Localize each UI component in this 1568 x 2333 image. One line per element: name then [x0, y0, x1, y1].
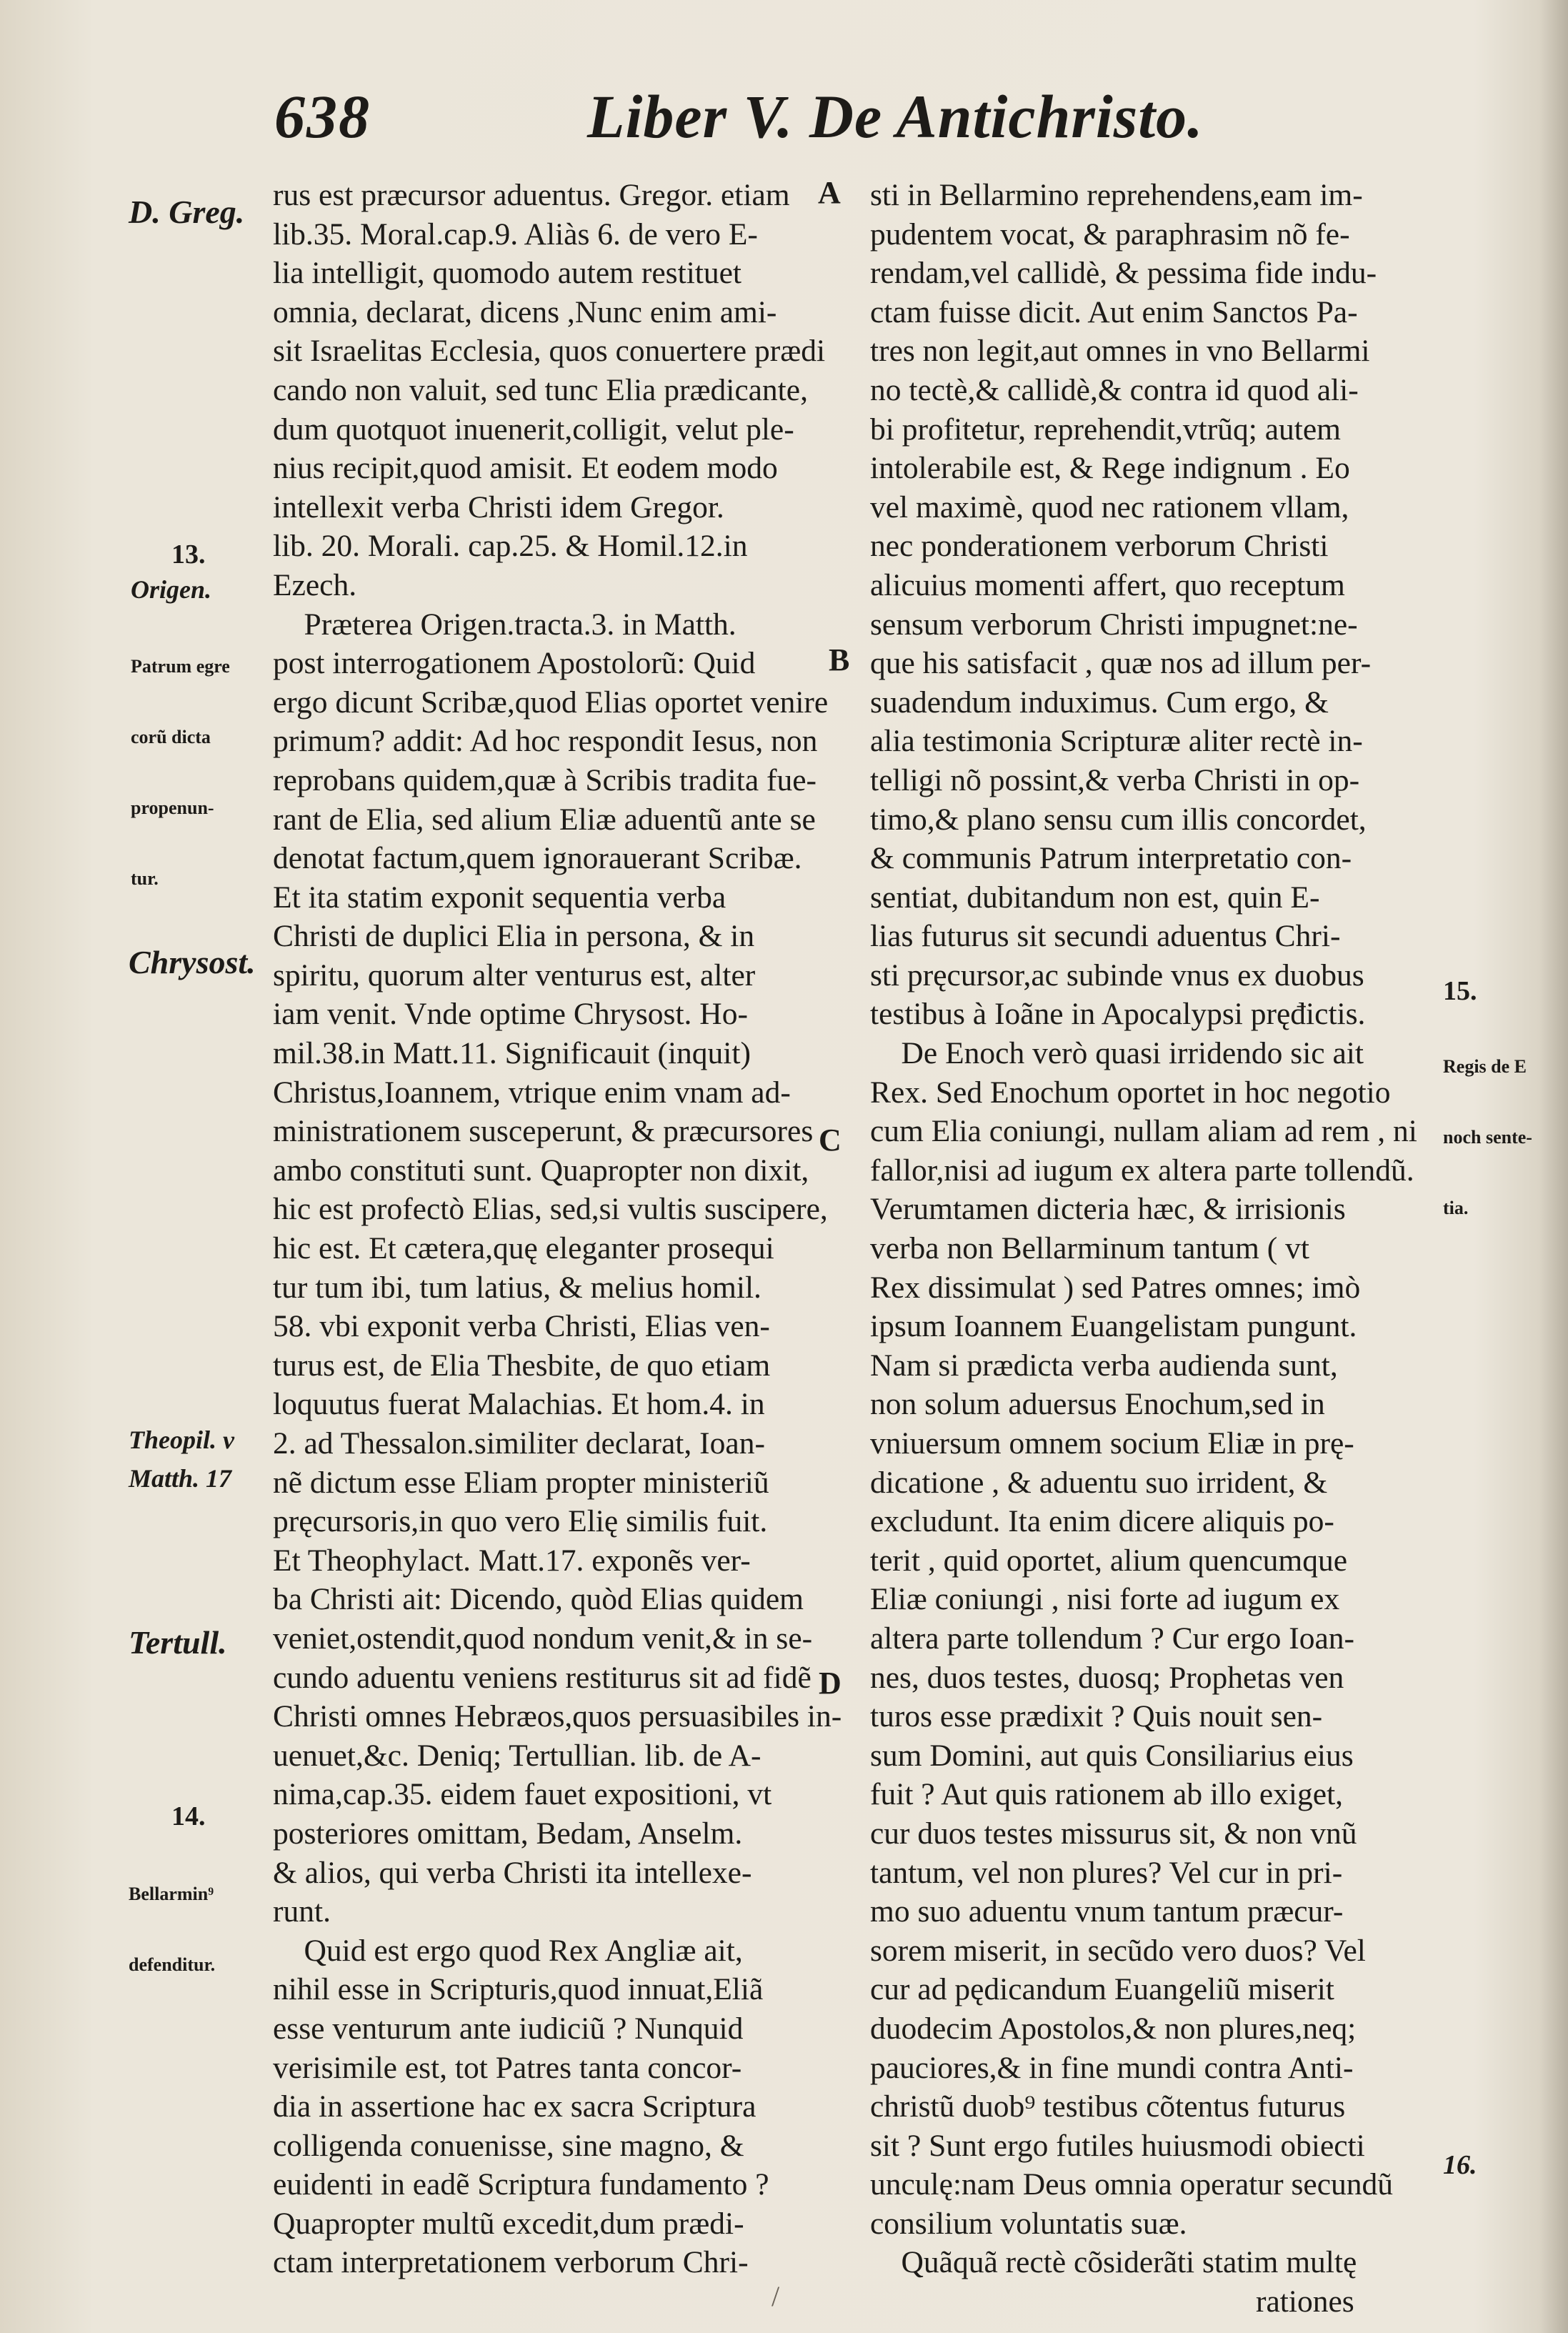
text-line: cando non valuit, sed tunc Elia prædicante, — [273, 372, 808, 407]
text-line: nius recipit,quod amisit. Et eodem modo — [273, 451, 778, 486]
text-line: uenuet,&c. Deniq; Tertullian. lib. de A- — [273, 1738, 761, 1773]
text-line: ba Christi ait: Dicendo, quòd Elias quidem — [273, 1582, 804, 1617]
text-line: lib. 20. Morali. cap.25. & Homil.12.in — [273, 529, 748, 564]
page-edge-shadow — [1539, 0, 1568, 2333]
text-line: cum Elia coniungi, nullam aliam ad rem , ni — [870, 1114, 1417, 1149]
text-line: esse venturum ante iudiciũ ? Nunquid — [273, 2011, 744, 2046]
text-line: sti in Bellarmino reprehendens,eam im- — [870, 178, 1363, 212]
text-line: bi profitetur, reprehendit,vtrũq; autem — [870, 412, 1341, 447]
text-line: verba non Bellarminum tantum ( vt — [870, 1231, 1309, 1266]
text-line: & communis Patrum interpretatio con- — [870, 841, 1352, 876]
text-line: cundo aduentu veniens restiturus sit ad fidẽ — [273, 1660, 812, 1695]
text-line: nec ponderationem verborum Christi — [870, 529, 1329, 564]
text-line: sorem miserit, in secũdo vero duos? Vel — [870, 1933, 1366, 1968]
running-head: Liber V. De Antichristo. — [587, 82, 1204, 151]
text-line: primum? addit: Ad hoc respondit Iesus, non — [273, 724, 818, 759]
text-line: pudentem vocat, & paraphrasim nõ fe- — [870, 217, 1350, 252]
text-line: Rex. Sed Enochum oportet in hoc negotio — [870, 1075, 1391, 1110]
text-line: sentiat, dubitandum non est, quin E- — [870, 880, 1320, 915]
signature-mark: / — [771, 2280, 780, 2312]
text-line: telligi nõ possint,& verba Christi in op- — [870, 762, 1360, 797]
page-number: 638 — [274, 82, 371, 151]
text-line: vniuersum omnem socium Eliæ in prę- — [870, 1426, 1354, 1461]
text-line: Quapropter multũ excedit,dum prædi- — [273, 2206, 744, 2241]
text-line: reprobans quidem,quæ à Scribis tradita fue- — [273, 762, 817, 797]
section-letter-b: B — [829, 642, 850, 677]
text-line: testibus à Ioãne in Apocalypsi pręđictis. — [870, 997, 1366, 1032]
text-line: Eliæ coniungi , nisi forte ad iugum ex — [870, 1582, 1340, 1617]
text-line: tres non legit,aut omnes in vno Bellarmi — [870, 334, 1370, 369]
text-line: nẽ dictum esse Eliam propter ministeriũ — [273, 1465, 769, 1500]
section-number-13: 13. — [171, 539, 206, 569]
text-line: verisimile est, tot Patres tanta concor- — [273, 2050, 742, 2085]
margin-note-line: propenun- — [131, 797, 214, 818]
margin-note-patrum — [131, 607, 230, 937]
margin-note-line: tur. — [131, 868, 159, 889]
text-line: Quãquã rectè cõsiderãti statim multę — [870, 2245, 1357, 2280]
margin-note-matth17: Matth. 17 — [129, 1464, 232, 1493]
text-line: Christi omnes Hebræos,quos persuasibiles in- — [273, 1699, 842, 1734]
text-line: excludunt. Ita enim dicere aliquis po- — [870, 1504, 1334, 1539]
text-line: Ezech. — [273, 567, 357, 602]
text-line: lias futurus sit secundi aduentus Chri- — [870, 919, 1341, 954]
text-line: pauciores,& in fine mundi contra Anti- — [870, 2050, 1354, 2085]
text-line: que his satisfacit , quæ nos ad illum per- — [870, 646, 1372, 681]
text-line: Et Theophylact. Matt.17. exponẽs ver- — [273, 1543, 751, 1578]
right-column — [870, 176, 1481, 2322]
text-line: post interrogationem Apostolorũ: Quid — [273, 646, 756, 681]
section-letter-d: D — [819, 1666, 842, 1701]
text-line: sit Israelitas Ecclesia, quos conuertere prædi — [273, 334, 826, 369]
text-line: sti pręcursor,ac subinde vnus ex duobus — [870, 957, 1364, 993]
text-line: rant de Elia, sed alium Eliæ aduentũ ante se — [273, 802, 816, 837]
text-line: unculę:nam Deus omnia operatur secundũ — [870, 2167, 1394, 2202]
text-line: timo,& plano sensu cum illis concordet, — [870, 802, 1367, 837]
text-line: nes, duos testes, duosq; Prophetas ven — [870, 1660, 1344, 1695]
text-line: & alios, qui verba Christi ita intellexe- — [273, 1855, 752, 1890]
text-line: duodecim Apostolos,& non plures,neq; — [870, 2011, 1357, 2046]
section-number-15: 15. — [1443, 976, 1477, 1006]
margin-note-origen: Origen. — [131, 575, 212, 604]
margin-note-theophil: Theopil. v — [129, 1426, 234, 1454]
text-line: runt. — [273, 1894, 331, 1929]
page-header — [0, 75, 1568, 154]
text-line: colligenda conuenisse, sine magno, & — [273, 2128, 744, 2163]
text-line: sit ? Sunt ergo futiles huiusmodi obiecti — [870, 2128, 1365, 2163]
margin-note-tertull: Tertull. — [129, 1624, 227, 1661]
text-line: mo suo aduentu vnum tantum præcur- — [870, 1894, 1344, 1929]
text-line: cur ad pędicandum Euangeliũ miserit — [870, 1972, 1334, 2007]
text-line: hic est profectò Elias, sed,si vultis suscipere, — [273, 1192, 828, 1227]
text-line: lia intelligit, quomodo autem restituet — [273, 256, 742, 291]
text-line: sensum verborum Christi impugnet:ne- — [870, 607, 1358, 642]
text-line: rus est præcursor aduentus. Gregor. etiam — [273, 178, 790, 212]
text-line: altera parte tollendum ? Cur ergo Ioan- — [870, 1621, 1355, 1656]
text-line: 2. ad Thessalon.similiter declarat, Ioan- — [273, 1426, 765, 1461]
text-line: fallor,nisi ad iugum ex altera parte tollendũ. — [870, 1153, 1414, 1188]
section-letter-c: C — [819, 1123, 842, 1158]
margin-note-regis — [1443, 1008, 1532, 1267]
text-line: no tectè,& callidè,& contra id quod ali- — [870, 372, 1359, 407]
text-line: Verumtamen dicteria hæc, & irrisionis — [870, 1192, 1346, 1227]
text-line: turos esse prædixit ? Quis nouit sen- — [870, 1699, 1323, 1734]
text-line: 58. vbi exponit verba Christi, Elias ven- — [273, 1309, 770, 1344]
text-line: De Enoch verò quasi irridendo sic ait — [870, 1036, 1364, 1071]
margin-note-line: noch sente- — [1443, 1127, 1532, 1148]
margin-note-chrysost: Chrysost. — [129, 944, 256, 980]
margin-note-line: corũ dicta — [131, 727, 211, 747]
text-line: ctam interpretationem verborum Chri- — [273, 2245, 749, 2280]
text-line: fuit ? Aut quis rationem ab illo exiget, — [870, 1777, 1344, 1812]
text-line: ambo constituti sunt. Quapropter non dixit, — [273, 1153, 809, 1188]
text-line: intolerabile est, & Rege indignum . Eo — [870, 451, 1350, 486]
text-line: non solum aduersus Enochum,sed in — [870, 1387, 1325, 1422]
text-line: vel maximè, quod nec rationem vllam, — [870, 489, 1349, 524]
text-line: dum quotquot inuenerit,colligit, velut ple- — [273, 412, 794, 447]
text-line: cur duos testes missurus sit, & non vnũ — [870, 1816, 1357, 1851]
text-line: mil.38.in Matt.11. Significauit (inquit) — [273, 1036, 751, 1071]
text-line: Christi de duplici Elia in persona, & in — [273, 919, 755, 954]
text-line: alia testimonia Scripturæ aliter rectè in- — [870, 724, 1363, 759]
text-line: christũ duob⁹ testibus cõtentus futurus — [870, 2089, 1346, 2124]
text-line: pręcursoris,in quo vero Elię similis fuit. — [273, 1504, 768, 1539]
text-line: ministrationem susceperunt, & præcursores — [273, 1114, 814, 1149]
section-number-16: 16. — [1443, 2150, 1477, 2180]
text-line: Nam si prædicta verba audienda sunt, — [870, 1348, 1338, 1383]
text-line: Quid est ergo quod Rex Angliæ ait, — [273, 1933, 743, 1968]
margin-note-line: tia. — [1443, 1198, 1469, 1218]
text-line: spiritu, quorum alter venturus est, alter — [273, 957, 756, 993]
text-line: tantum, vel non plures? Vel cur in pri- — [870, 1855, 1343, 1890]
text-line: ctam fuisse dicit. Aut enim Sanctos Pa- — [870, 294, 1358, 329]
margin-note-line: Regis de E — [1443, 1056, 1527, 1077]
text-line: dia in assertione hac ex sacra Scriptura — [273, 2089, 756, 2124]
text-line: terit , quid oportet, alium quencumque — [870, 1543, 1348, 1578]
margin-note-d-greg: D. Greg. — [129, 194, 245, 230]
text-line: iam venit. Vnde optime Chrysost. Ho- — [273, 997, 748, 1032]
margin-note-bellarmine — [129, 1835, 215, 2024]
text-line: nima,cap.35. eidem fauet expositioni, vt — [273, 1777, 772, 1812]
text-line: denotat factum,quem ignorauerant Scribæ. — [273, 841, 802, 876]
margin-note-line: defenditur. — [129, 1954, 216, 1975]
text-line: turus est, de Elia Thesbite, de quo etiam — [273, 1348, 771, 1383]
text-line: ergo dicunt Scribæ,quod Elias oportet venire — [273, 685, 829, 720]
text-line: sum Domini, aut quis Consiliarius eius — [870, 1738, 1354, 1773]
text-line: intellexit verba Christi idem Gregor. — [273, 489, 724, 524]
section-number-14: 14. — [171, 1801, 206, 1831]
text-line: lib.35. Moral.cap.9. Aliàs 6. de vero E- — [273, 217, 758, 252]
text-line: Et ita statim exponit sequentia verba — [273, 880, 726, 915]
text-line: posteriores omittam, Bedam, Anselm. — [273, 1816, 743, 1851]
text-line: ipsum Ioannem Euangelistam pungunt. — [870, 1309, 1357, 1344]
text-line: Christus,Ioannem, vtrique enim vnam ad- — [273, 1075, 791, 1110]
text-line: suadendum induximus. Cum ergo, & — [870, 685, 1329, 720]
text-line: nihil esse in Scripturis,quod innuat,Eliã — [273, 1972, 764, 2007]
text-line: rendam,vel callidè, & pessima fide indu- — [870, 256, 1377, 291]
text-line: hic est. Et cætera,quę eleganter prosequi — [273, 1231, 774, 1266]
text-line: dicatione , & aduentu suo irrident, & — [870, 1465, 1328, 1500]
margin-note-line: Patrum egre — [131, 656, 230, 677]
text-line: Rex dissimulat ) sed Patres omnes; imò — [870, 1270, 1361, 1305]
left-column — [273, 176, 842, 2282]
text-line: consilium voluntatis suæ. — [870, 2206, 1187, 2241]
text-line: omnia, declarat, dicens ,Nunc enim ami- — [273, 294, 777, 329]
text-line: rationes — [1256, 2284, 1354, 2319]
text-line: veniet,ostendit,quod nondum venit,& in se- — [273, 1621, 813, 1656]
text-line: alicuius momenti affert, quo receptum — [870, 567, 1345, 602]
text-line: Præterea Origen.tracta.3. in Matth. — [273, 607, 736, 642]
text-line: tur tum ibi, tum latius, & melius homil. — [273, 1270, 761, 1305]
text-line: loquutus fuerat Malachias. Et hom.4. in — [273, 1387, 765, 1422]
margin-note-line: Bellarmin⁹ — [129, 1884, 214, 1904]
section-letter-a: A — [818, 175, 841, 210]
text-line: euidenti in eadẽ Scriptura fundamento ? — [273, 2167, 769, 2202]
